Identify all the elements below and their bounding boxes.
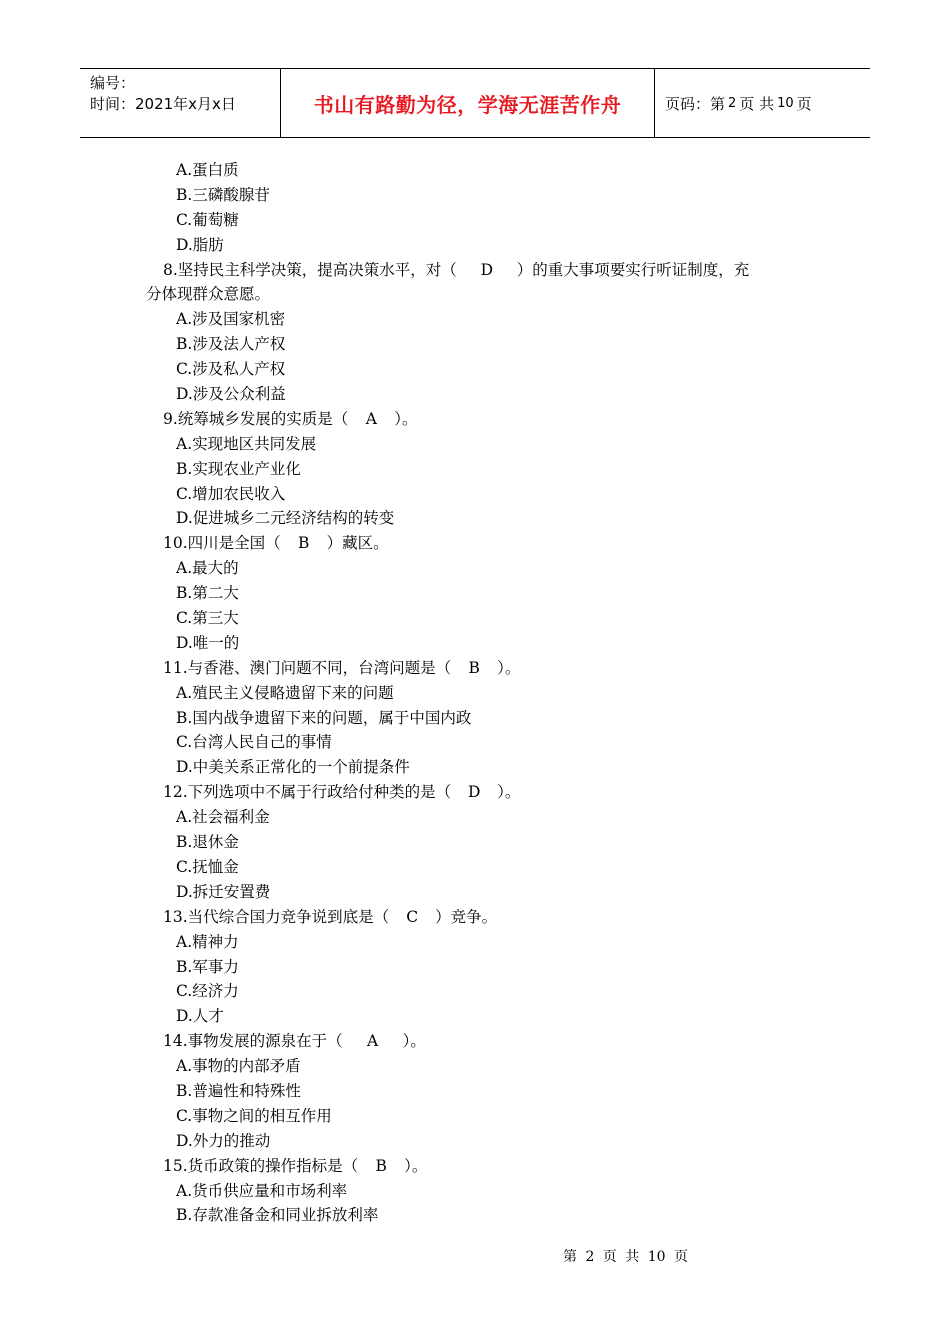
option-line: D.唯一的 (176, 633, 240, 652)
question-8: 8.坚持民主科学决策，提高决策水平，对（ D ）的重大事项要实行听证制度，充 (0, 258, 950, 283)
option-line: C.事物之间的相互作用 (176, 1106, 332, 1125)
page-header (80, 68, 870, 138)
question-9: 9.统筹城乡发展的实质是（ A ）。 (0, 407, 950, 432)
answer-11: B (468, 658, 480, 677)
option-line: C.涉及私人产权 (176, 360, 286, 379)
option-line: A.蛋白质 (176, 161, 239, 179)
header-page-info (655, 69, 870, 137)
page-label-post: 页 (796, 94, 812, 113)
option-line: C.第三大 (176, 609, 239, 628)
page-footer: 第 2 页 共 10 页 (563, 1249, 688, 1265)
answer-12: D (467, 783, 481, 802)
option-line: B.实现农业产业化 (176, 459, 301, 478)
header-meta (80, 69, 281, 137)
option-line: A.殖民主义侵略遗留下来的问题 (176, 683, 394, 702)
header-motto: 书山有路勤为径，学海无涯苦作舟 (281, 69, 655, 137)
answer-15: B (375, 1156, 387, 1175)
option-line: A.社会福利金 (176, 808, 270, 827)
option-line: B.三磷酸腺苷 (176, 185, 270, 204)
option-line: C.葡萄糖 (176, 210, 239, 229)
page-current: 2 (728, 95, 737, 111)
option-line: D.人才 (176, 1007, 224, 1026)
option-line: D.外力的推动 (176, 1131, 271, 1150)
option-line: A.最大的 (176, 559, 239, 578)
document-date: 时间：2021年x月x日 (90, 95, 236, 113)
option-line: A.事物的内部矛盾 (176, 1057, 301, 1076)
document-number: 编号： (90, 74, 136, 92)
question-13: 13.当代综合国力竞争说到底是（ C ）竞争。 (0, 905, 950, 930)
option-line: B.第二大 (176, 584, 239, 603)
option-line: D.促进城乡二元经济结构的转变 (176, 509, 395, 528)
page-label-mid: 页 共 (739, 94, 775, 113)
option-line: C.台湾人民自己的事情 (176, 733, 332, 752)
answer-14: A (367, 1032, 379, 1051)
question-list (0, 158, 950, 1228)
question-8-continued: 分体现群众意愿。 (146, 285, 271, 304)
option-line: A.货币供应量和市场利率 (176, 1181, 348, 1200)
option-line: D.拆迁安置费 (176, 882, 271, 901)
question-15: 15.货币政策的操作指标是（ B ）。 (0, 1154, 950, 1179)
option-line: C.增加农民收入 (176, 484, 286, 503)
answer-13: C (406, 907, 419, 926)
option-line: A.实现地区共同发展 (176, 434, 317, 453)
answer-10: B (297, 534, 310, 553)
option-line: D.中美关系正常化的一个前提条件 (176, 758, 410, 777)
question-12: 12.下列选项中不属于行政给付种类的是（ D ）。 (0, 780, 950, 805)
option-line: D.脂肪 (176, 235, 224, 254)
option-line: A.精神力 (176, 932, 239, 951)
page-label-pre: 页码：第 (665, 94, 726, 113)
page-total: 10 (777, 95, 794, 111)
option-line: C.抚恤金 (176, 857, 239, 876)
question-14: 14.事物发展的源泉在于（ A ）。 (0, 1029, 950, 1054)
answer-8: D (480, 260, 494, 279)
option-line: B.军事力 (176, 957, 239, 976)
option-line: A.涉及国家机密 (176, 310, 286, 329)
option-line: D.涉及公众利益 (176, 385, 286, 404)
option-line: B.存款准备金和同业拆放利率 (176, 1206, 379, 1225)
option-line: C.经济力 (176, 982, 239, 1001)
option-line: B.普遍性和特殊性 (176, 1081, 301, 1100)
answer-9: A (365, 409, 377, 428)
option-line: B.退休金 (176, 833, 239, 852)
question-10: 10.四川是全国（ B ）藏区。 (0, 531, 950, 556)
question-11: 11.与香港、澳门问题不同，台湾问题是（ B ）。 (0, 656, 950, 681)
option-line: B.涉及法人产权 (176, 335, 286, 354)
option-line: B.国内战争遗留下来的问题，属于中国内政 (176, 708, 472, 727)
